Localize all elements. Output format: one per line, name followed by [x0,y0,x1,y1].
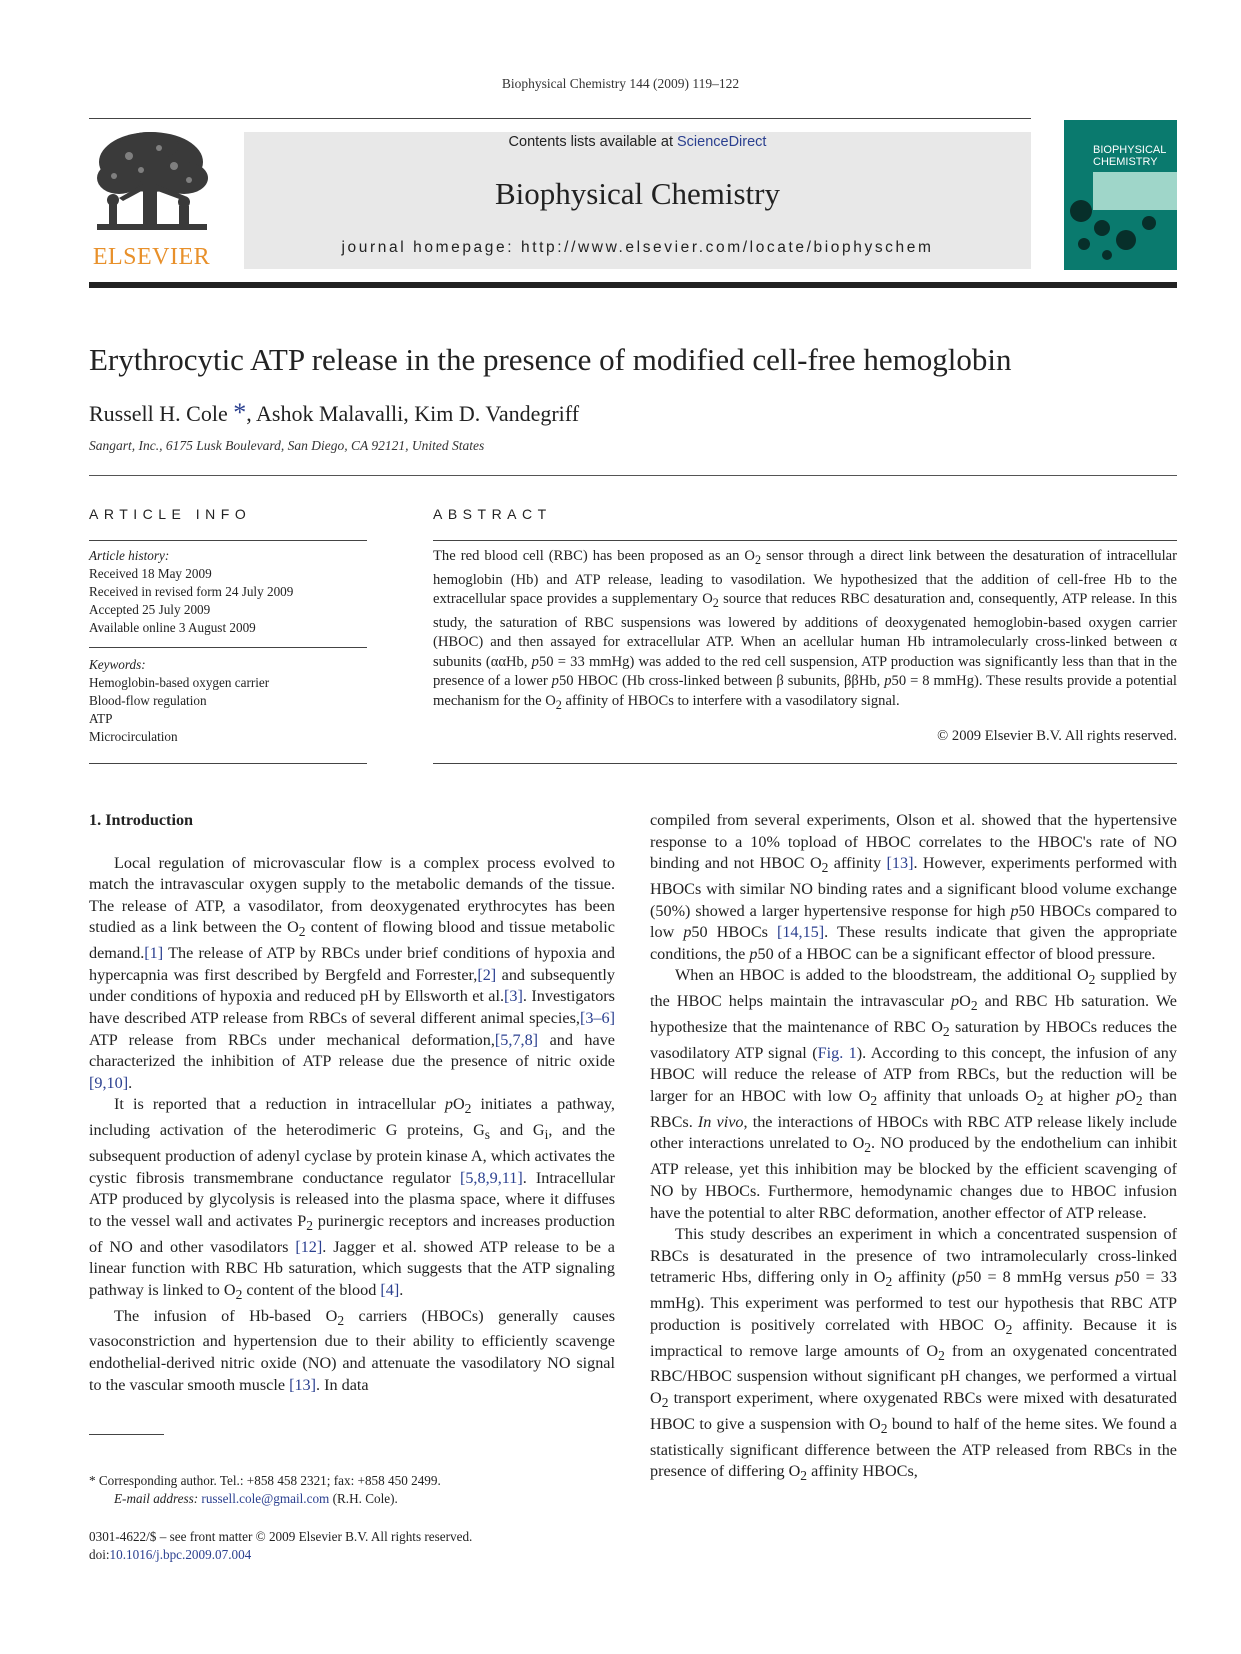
journal-masthead [244,132,1031,269]
affiliation: Sangart, Inc., 6175 Lusk Boulevard, San Diego, CA 92121, United States [89,438,485,453]
history-item: Received in revised form 24 July 2009 [89,584,294,599]
keyword-item: Blood-flow regulation [89,693,207,708]
citation-link[interactable]: [5,8,9,11] [459,1168,523,1187]
journal-cover-image[interactable] [1064,120,1177,270]
front-matter: 0301-4622/$ – see front matter © 2009 Elsevier B.V. All rights reserved. doi:10.1016/j.bpc.2009.07.004 [89,1529,473,1562]
journal-homepage-link[interactable]: journal homepage: http://www.elsevier.com/locate/biophyschem [341,239,934,256]
citation-link[interactable]: [9,10] [89,1073,129,1092]
footnote [89,1472,441,1508]
citation-link[interactable]: [3–6] [579,1008,615,1027]
email-link[interactable]: russell.cole@gmail.com [201,1491,330,1506]
corresponding-author-note: * Corresponding author. Tel.: +858 458 2321; fax: +858 450 2499. [89,1473,441,1488]
keyword-item: Hemoglobin-based oxygen carrier [89,675,270,690]
abstract-bottom-rule [433,763,1177,764]
citation-link[interactable]: [13] [886,854,914,873]
email-line: E-mail address: russell.cole@gmail.com (R.H. Cole). [114,1491,398,1506]
body-paragraph: It is reported that a reduction in intracellular $pO_2$ initiates a pathway, including activation of the heterodimeric G proteins, $G_s$ and $G_i$, and the subsequent production of adenyl cyclase by protein kinase A, which activates the cystic fibrosis transmembrane conductance regulator [5,8,9,11]. Intracellular ATP produced by glycolysis is released into the plasma space, where it diffuses to the vessel wall and activates $P_2$ purinergic receptors and increases production of NO and other vasodilators [12]. Jagger et al. showed ATP release to be a linear function with RBC Hb saturation, which suggests that the ATP signaling pathway is linked to $O_2$ content of the blood [4]. [89,1095,616,1303]
citation-link[interactable]: [2] [477,965,497,984]
body-paragraph: This study describes an experiment in which a concentrated suspension of RBCs is desaturated in the presence of two intramolecularly cross-linked tetrameric Hbs, differing only in $O_2$ affinity (p50 = 8 mmHg versus p50 = 33 mmHg). This experiment was performed to test our hypothesis that RBC ATP production is positively correlated with HBOC $O_2$ affinity. Because it is impractical to remove large amounts of $O_2$ from an oxygenated concentrated RBC/HBOC suspension without significant pH changes, we performed a virtual $O_2$ transport experiment, where oxygenated RBCs were mixed with desaturated HBOC to give a suspension with $O_2$ bound to half of the heme sites. We found a statistically significant difference between the ATP released from RBCs in the presence of differing $O_2$ affinity HBOCs, [650,1225,1177,1484]
abstract-rule [433,540,1177,541]
cover-panel [1093,172,1177,210]
citation-link[interactable]: [1] [144,944,164,963]
cover-bubble [1094,220,1110,236]
history-rule [89,647,367,648]
elsevier-logo[interactable] [89,126,214,271]
citation-link[interactable]: [3] [504,987,523,1006]
history-item: Received 18 May 2009 [89,566,212,581]
doi-link[interactable]: 10.1016/j.bpc.2009.07.004 [109,1547,252,1562]
running-head: Biophysical Chemistry 144 (2009) 119–122 [501,76,740,91]
citation-link[interactable]: [13] [289,1375,317,1394]
elsevier-wordmark: ELSEVIER [92,244,211,270]
citation-link[interactable]: [12] [295,1237,323,1256]
cover-bubble [1078,238,1090,250]
affiliation-rule [89,475,1177,476]
article-info-rule [89,540,367,541]
doi-line: doi:10.1016/j.bpc.2009.07.004 [89,1547,252,1562]
history-item: Accepted 25 July 2009 [89,602,211,617]
sciencedirect-link[interactable]: ScienceDirect [677,134,767,150]
body-paragraph: compiled from several experiments, Olson et al. showed that the hypertensive response to a 10% topload of HBOC correlates to the HBOC's rate of NO binding and not HBOC $O_2$ affinity [13]. However, experiments performed with HBOCs with similar NO binding rates and a significant blood volume exchange (50%) showed a larger hypertensive response for high p50 HBOCs compared to low p50 HBOCs [14,15]. These results indicate that given the appropriate conditions, the p50 of a HBOC can be a significant effector of blood pressure. [650,811,1178,963]
top-rule [89,118,1031,119]
section-title: 1. Introduction [89,811,194,829]
body-column-left [89,810,615,1396]
body-paragraph: Local regulation of microvascular flow is a complex process evolved to match the intravascular oxygen supply to the metabolic demands of the tissue. The release of ATP, a vasodilator, from deoxygenated erythrocytes has been studied as a link between the $O_2$ content of flowing blood and tissue metabolic demand.[1] The release of ATP by RBCs under brief conditions of hypoxia and hypercapnia was first described by Bergfeld and Forrester,[2] and subsequently under conditions of hypoxia and reduced pH by Ellsworth et al.[3]. Investigators have described ATP release from RBCs of several different animal species,[3–6] ATP release from RBCs under mechanical deformation,[5,7,8] and have characterized the inhibition of ATP release due the presence of nitric oxide [9,10]. [89,853,615,1092]
body-paragraph: When an HBOC is added to the bloodstream, the additional $O_2$ supplied by the HBOC helps maintain the intravascular $pO_2$ and RBC Hb saturation. We hypothesize that the maintenance of RBC $O_2$ saturation by HBOCs reduces the vasodilatory ATP signal (Fig. 1). According to this concept, the infusion of any HBOC will reduce the release of ATP from RBCs, but the reduction will be larger for an HBOC with low $O_2$ affinity that unloads $O_2$ at higher $pO_2$ than RBCs. In vivo, the interactions of HBOCs with RBC ATP release likely include other interactions unrelated to $O_2$. NO produced by the endothelium can inhibit ATP release, yet this inhibition may be blocked by the efficient scavenging of NO by HBOCs. Furthermore, hemodynamic changes due to HBOC infusion have the potential to alter RBC deformation, another effector of ATP release. [650,966,1178,1222]
author-list: Russell H. Cole *, Ashok Malavalli, Kim D. Vandegriff [89,398,580,427]
contents-line: Contents lists available at ScienceDirect [508,134,767,150]
keyword-item: Microcirculation [89,729,178,744]
abstract-heading: ABSTRACT [433,506,552,522]
keywords-rule [89,763,367,764]
body-column-right [650,810,1177,1487]
cover-bubble [1070,200,1092,222]
citation-link[interactable]: [5,7,8] [494,1030,539,1049]
citation-link[interactable]: [4] [380,1280,400,1299]
journal-name: Biophysical Chemistry [494,176,780,211]
cover-title: BIOPHYSICAL CHEMISTRY [1093,144,1167,168]
article-info-heading: ARTICLE INFO [89,506,252,522]
header-thick-rule [89,282,1177,288]
cover-bubble [1102,250,1112,260]
article-title: Erythrocytic ATP release in the presence of modified cell-free hemoglobin [89,342,1012,377]
keyword-item: ATP [89,711,113,726]
cover-bubble [1116,230,1136,250]
footnote-rule [89,1434,164,1435]
article-history: Article history: Received 18 May 2009 Received in revised form 24 July 2009 Accepted 25 July 2009 Available online 3 August 2009 [89,548,294,635]
citation-link[interactable]: [14,15] [776,923,825,942]
body-paragraph: The infusion of Hb-based $O_2$ carriers (HBOCs) generally causes vasoconstriction and hypertension due to their ability to efficiently scavenge endothelial-derived nitric oxide (NO) and attenuate the vasodilatory NO signal to the vascular smooth muscle [13]. In data [89,1306,616,1394]
abstract-text: The red blood cell (RBC) has been proposed as an $O_2$ sensor through a direct link between the desaturation of intracellular hemoglobin (Hb) and ATP release, leading to vasodilation. We hypothesized that the addition of cell-free Hb to the extracellular space provides a supplementary $O_2$ source that reduces RBC desaturation and, consequently, ATP release. In this study, the saturation of RBC suspensions was lowered by additions of deoxygenated hemoglobin-based oxygen carrier (HBOC) and then assayed for extracellular ATP. When an acellular human Hb intramolecularly cross-linked between α subunits (ααHb, p50 = 33 mmHg) was added to the red cell suspension, ATP production was significantly less than that in the presence of a lower p50 HBOC (Hb cross-linked between β subunits, ββHb, p50 = 8 mmHg). These results provide a potential mechanism for the $O_2$ affinity of HBOCs to interfere with a vasodilatory signal. [433,548,1177,712]
figure-link[interactable]: Fig. 1 [817,1043,857,1062]
abstract-copyright: © 2009 Elsevier B.V. All rights reserved. [937,728,1177,744]
history-item: Available online 3 August 2009 [89,620,256,635]
corresponding-author-mark[interactable]: * [233,398,247,427]
keywords: Keywords: Hemoglobin-based oxygen carrier Blood-flow regulation ATP Microcirculation [89,657,270,744]
elsevier-tree-icon [89,126,214,241]
cover-bubble [1142,216,1156,230]
